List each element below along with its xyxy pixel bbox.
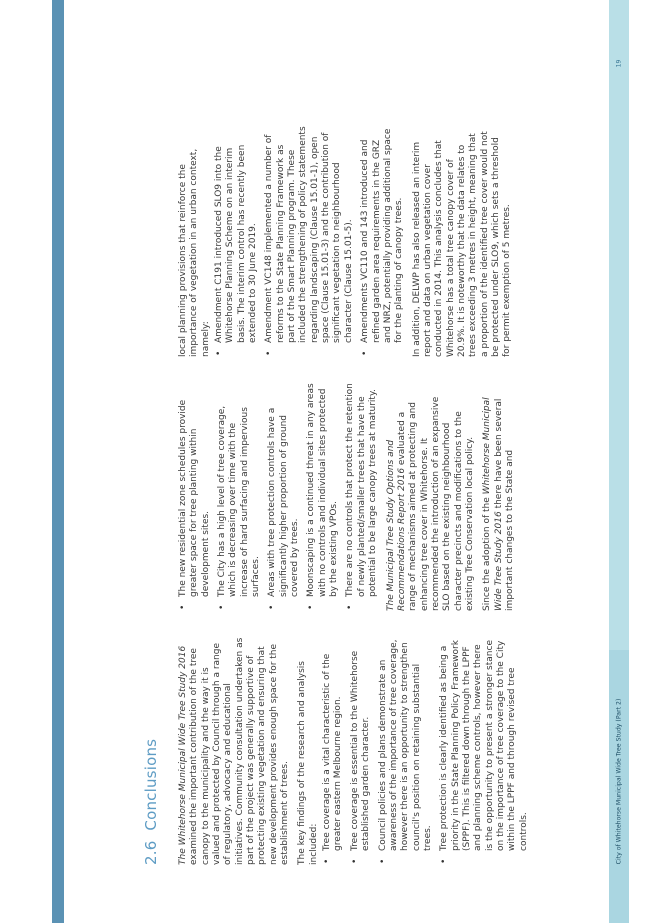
findings-intro: The key findings of the research and analysis included: bbox=[297, 661, 319, 865]
list-item: • Moonscaping is a continued threat in any areas with no controls and individual sites protected by the existing VPOs. bbox=[306, 383, 340, 610]
section-number: 2.6 bbox=[142, 840, 160, 865]
text-column-1 bbox=[178, 637, 536, 865]
intro-paragraph: The Whitehorse Municipal Wide Tree Study 2016 examined the important contribution of the tree canopy to the municipality and the way it is valued and protected by Council through a range of regulatory, advocacy and educational initiatives. Community consultation undertaken as part of the project was generally supportive of protecting existing vegetation and ensuring that new development provides enough space for the establishment of trees. bbox=[178, 637, 291, 865]
list-item: • The City has a high level of tree coverage, which is decreasing over time with the increase of hard surfacing and impervious surfaces. bbox=[217, 405, 262, 610]
since-adoption-paragraph: Since the adoption of the Whitehorse Municipal Wide Tree Study 2016 there have been several important changes to the State and bbox=[482, 397, 515, 611]
list-item: • There are no controls that protect the retention of newly planted/smaller trees that have the potential to be large canopy trees at maturity. bbox=[345, 383, 379, 610]
list-item: • Areas with tree protection controls have a significantly higher proportion of ground covered by trees. bbox=[267, 407, 301, 610]
footer-text: City of Whitehorse Municipal Wide Tree Study (Part 2) bbox=[615, 698, 623, 865]
delwp-paragraph: In addition, DELWP has also released an interim report and data on urban vegetation cover conducted in 2014. This analysis concludes that Whitehorse has a total tree canopy cover of 20.9%. It is noteworthy that the data relates to trees exceeding 3 metres in height, meaning that a proportion of the identified tree cover would not be protected under SLO9, which sets a threshold for permit exemption of 5 metres. bbox=[411, 131, 513, 357]
amendments-list bbox=[214, 125, 406, 357]
text-column-3 bbox=[178, 125, 520, 357]
provisions-paragraph: local planning provisions that reinforce the importance of vegetation in an urban context, namely: bbox=[178, 148, 211, 357]
list-item: • The new residential zone schedules provide greater space for tree planting within development sites. bbox=[178, 399, 211, 610]
list-item: • Amendment C191 introduced SLO9 into the Whitehorse Planning Scheme on an interim basis. The interim control has recently been extended to 30 June 2019. bbox=[214, 144, 259, 356]
list-item: • Tree protection is clearly identified as being a priority in the State Planning Policy Framework (SPPF). This is filtered down through the LPPF and planning scheme controls, however there is the opportunity to present a stronger stance on the importance of tree coverage to the City within the LPPF and through revised tree controls. bbox=[439, 640, 529, 864]
section-heading bbox=[142, 739, 160, 865]
options-report-paragraph: The Municipal Tree Study Options and Recommendations Report 2016 evaluated a range of mechanisms aimed at protecting and enhancing tree cover in Whitehorse. It recommended the introduction of an expansive SLO based on the existing neighbourhood character precincts and modifications to the existing Tree Conservation local policy. bbox=[385, 396, 475, 611]
page-number: 19 bbox=[615, 59, 623, 68]
list-item: • Tree coverage is essential to the Whitehorse established garden character. bbox=[349, 650, 372, 864]
list-item: • Council policies and plans demonstrate an awareness of the importance of tree coverage, however there is an opportunity to strengthen council's position on retaining substantial trees. bbox=[377, 639, 433, 864]
list-item: • Tree coverage is a vital characteristic of the greater eastern Melbourne region. bbox=[322, 653, 344, 864]
rotated-page bbox=[64, 0, 609, 923]
findings-list-1 bbox=[322, 637, 530, 865]
footer-tab bbox=[609, 650, 629, 923]
page-canvas bbox=[64, 0, 609, 923]
list-item: • Amendment VC148 implemented a number of reforms to the State Planning Framework as part of the Smart Planning program. These included the strengthening of policy statements regarding landscaping (Clause 15.01-1), open space (Clause 15.01-3) and the contribution of significant vegetation to neighbourhood character (Clause 15.01-5). bbox=[264, 126, 354, 356]
page-content bbox=[64, 25, 609, 895]
section-title: Conclusions bbox=[142, 738, 160, 831]
text-column-2 bbox=[178, 383, 522, 611]
list-item: • Amendments VC110 and 143 introduced and refined garden area requirements in the GRZ and NRZ, potentially providing additional space for the planting of canopy trees. bbox=[360, 128, 405, 356]
findings-list-2 bbox=[178, 383, 380, 611]
left-accent-bar bbox=[52, 0, 64, 923]
